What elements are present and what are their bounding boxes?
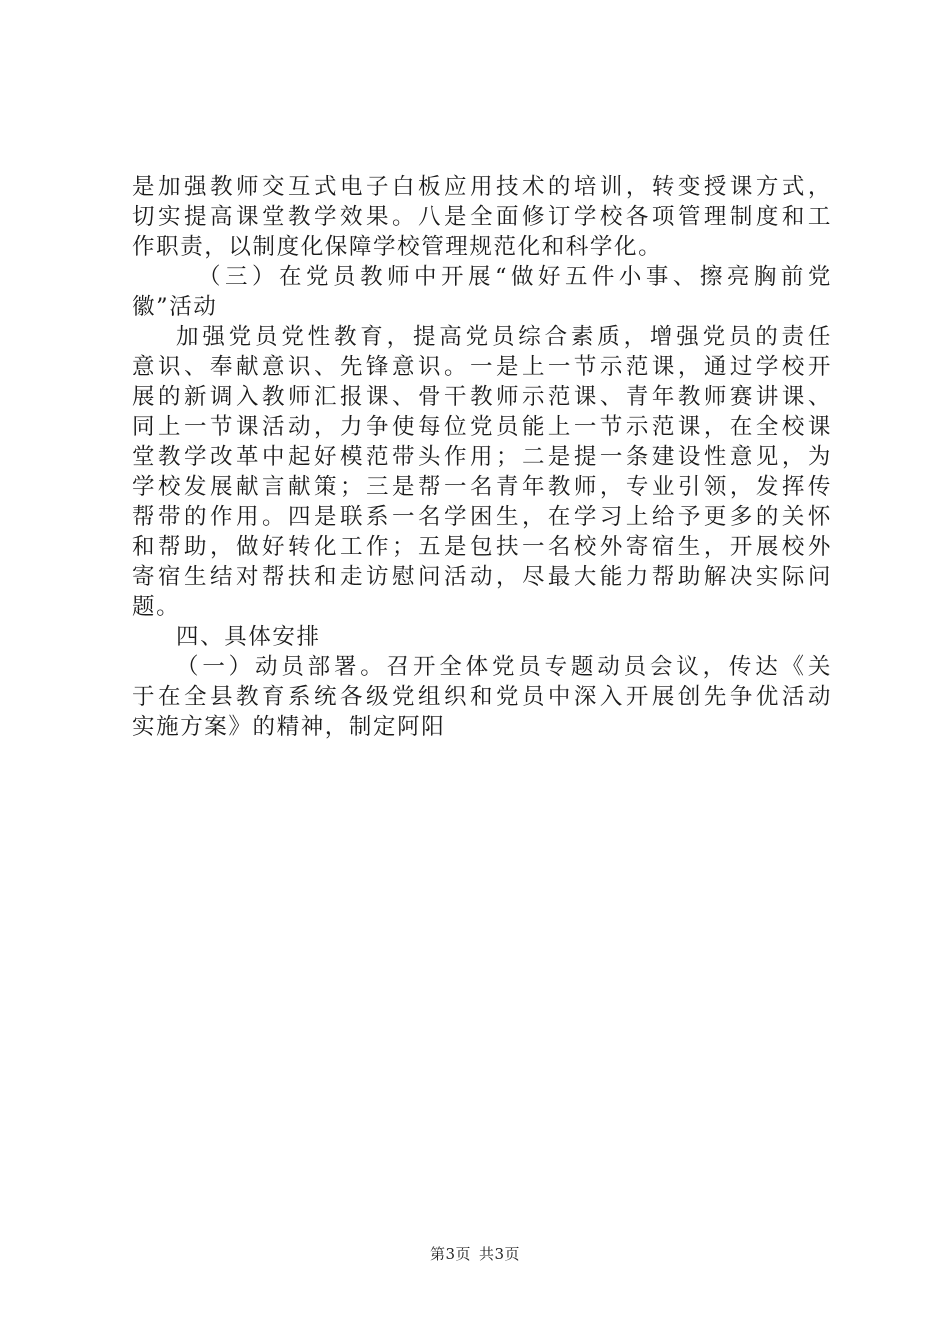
paragraph-line: 切实提高课堂教学效果。八是全面修订学校各项管理制度和工 bbox=[132, 204, 832, 230]
page-total: 共3页 bbox=[479, 1245, 521, 1263]
paragraph-line: 学校发展献言献策；三是帮一名青年教师，专业引领，发挥传 bbox=[132, 474, 832, 500]
section-heading-line: 徽”活动 bbox=[132, 294, 218, 320]
paragraph-line: 意识、奉献意识、先锋意识。一是上一节示范课，通过学校开 bbox=[132, 354, 832, 380]
paragraph-line: 和帮助，做好转化工作；五是包扶一名校外寄宿生，开展校外 bbox=[132, 534, 832, 560]
paragraph-line: 帮带的作用。四是联系一名学困生，在学习上给予更多的关怀 bbox=[132, 504, 832, 530]
paragraph-line: 作职责，以制度化保障学校管理规范化和科学化。 bbox=[132, 234, 663, 260]
paragraph-line: 寄宿生结对帮扶和走访慰问活动，尽最大能力帮助解决实际问 bbox=[132, 564, 832, 590]
paragraph-line: 堂教学改革中起好模范带头作用；二是提一条建设性意见，为 bbox=[132, 444, 832, 470]
paragraph-line: 加强党员党性教育，提高党员综合素质，增强党员的责任 bbox=[176, 324, 832, 350]
page-number: 第3页 bbox=[429, 1245, 471, 1263]
paragraph-line: 于在全县教育系统各级党组织和党员中深入开展创先争优活动 bbox=[132, 684, 832, 710]
paragraph-line: 展的新调入教师汇报课、骨干教师示范课、青年教师赛讲课、 bbox=[132, 384, 832, 410]
paragraph-line: 实施方案》的精神，制定阿阳 bbox=[132, 714, 446, 740]
paragraph-line: 是加强教师交互式电子白板应用技术的培训，转变授课方式， bbox=[132, 174, 832, 200]
paragraph-line: （一）动员部署。召开全体党员专题动员会议，传达《关 bbox=[176, 654, 832, 680]
section-heading-line: （三）在党员教师中开展“做好五件小事、擦亮胸前党 bbox=[198, 264, 832, 290]
document-body bbox=[132, 172, 832, 742]
paragraph-line: 同上一节课活动，力争使每位党员能上一节示范课，在全校课 bbox=[132, 414, 832, 440]
page-footer bbox=[0, 1243, 950, 1264]
paragraph-line: 题。 bbox=[132, 594, 181, 620]
section-heading: 四、具体安排 bbox=[176, 624, 321, 650]
